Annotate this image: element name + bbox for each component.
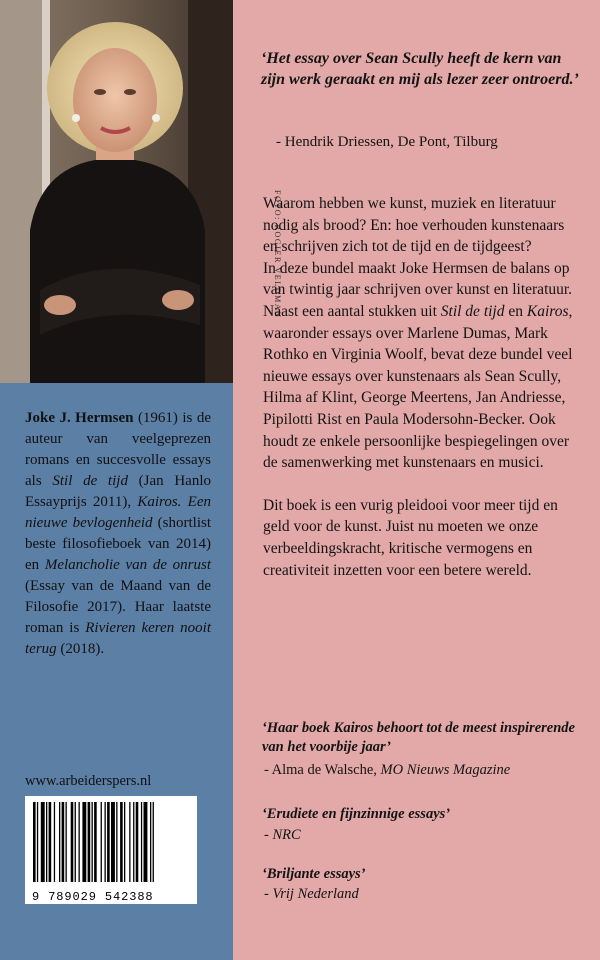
barcode-bar [79, 802, 80, 882]
barcode-bar [82, 802, 86, 882]
barcode-bar [59, 802, 60, 882]
author-photo [0, 0, 233, 383]
barcode-bar [88, 802, 91, 882]
review-quote-2: ‘Erudiete en fijnzinnige essays’ [262, 806, 451, 822]
barcode-bar [129, 802, 130, 882]
top-quote: ‘Het essay over Sean Scully heeft de kern van zijn werk geraakt en mij als lezer zeer ontroerd.’ [261, 50, 579, 88]
barcode-bar [107, 802, 110, 882]
barcode-bar [71, 802, 74, 882]
barcode-bar [75, 802, 76, 882]
barcode-bar [141, 802, 142, 882]
barcode-bar [49, 802, 52, 882]
barcode-bar [62, 802, 65, 882]
review-source-1: - Alma de Walsche, MO Nieuws Magazine [264, 762, 511, 778]
blurb-paragraph-1: Waarom hebben we kunst, muziek en literatuur nodig als brood? En: hoe verhouden kunstenaars en schrijven zich tot de tijd en de tijdgeest? [263, 195, 565, 256]
barcode-bar [101, 802, 102, 882]
barcode-bar [120, 802, 123, 882]
blurb-paragraph-3: Dit boek is een vurig pleidooi voor meer tijd en geld voor de kunst. Juist nu moeten we onze verbeeldingskracht, kritische vermogens en creativiteit inzetten voor een betere wereld. [263, 496, 558, 579]
barcode-bar [105, 802, 106, 882]
barcode-bar [94, 802, 97, 882]
barcode-bar [153, 802, 154, 882]
review-quote-3: ‘Briljante essays’ [262, 866, 366, 882]
review-quote-1: ‘Haar boek Kairos behoort tot de meest inspirerende van het voorbije jaar’ [262, 720, 575, 755]
author-bio: Joke J. Hermsen (1961) is de auteur van veelgeprezen romans en succesvolle essays als Stil de tijd (Jan Hanlo Essayprijs 2011), Kairos. Een nieuwe bevlogenheid (shortlist beste filosofieboek van 2014) en Melancholie van de onrust (Essay van de Maand van de Filosofie 2017). Haar laatste roman is Rivieren keren nooit terug (2018). [25, 410, 212, 657]
barcode-bar [46, 802, 47, 882]
review-source-2: - NRC [264, 827, 301, 843]
barcode-bar [37, 802, 38, 882]
barcode-bar [92, 802, 93, 882]
barcode-bar [124, 802, 125, 882]
photo-credit: FOTO: ROGIER VELDMAN [273, 190, 282, 319]
top-quote-source: - Hendrik Driessen, De Pont, Tilburg [276, 134, 498, 150]
barcode-bar [133, 802, 134, 882]
barcode-bar [136, 802, 139, 882]
barcode-bar [150, 802, 151, 882]
barcode-bar [116, 802, 117, 882]
blurb [263, 193, 577, 581]
barcode-bar [41, 802, 45, 882]
barcode-bar [54, 802, 55, 882]
barcode [25, 796, 197, 904]
blurb-paragraph-2: In deze bundel maakt Joke Hermsen de balans op van twintig jaar schrijven over kunst en literatuur. Naast een aantal stukken uit Stil de tijd en Kairos, waaronder essays over Marlene Dumas, Mark Rothko en Virginia Woolf, bevat deze bundel veel nieuwe essays over kunstenaars als Sean Scully, Hilma af Klint, George Meertens, Jan Andriesse, Pipilotti Rist en Paula Modersohn-Becker. Ook houdt ze enkele persoonlijke bespiegelingen over de samenwerking met kunstenaars en musici. [263, 259, 573, 472]
isbn-number: 9 789029 542388 [32, 890, 154, 904]
barcode-bar [144, 802, 148, 882]
barcode-bar [33, 802, 36, 882]
barcode-bar [66, 802, 67, 882]
review-source-3: - Vrij Nederland [264, 886, 359, 902]
barcode-bar [111, 802, 115, 882]
publisher-website[interactable]: www.arbeiderspers.nl [25, 773, 152, 789]
